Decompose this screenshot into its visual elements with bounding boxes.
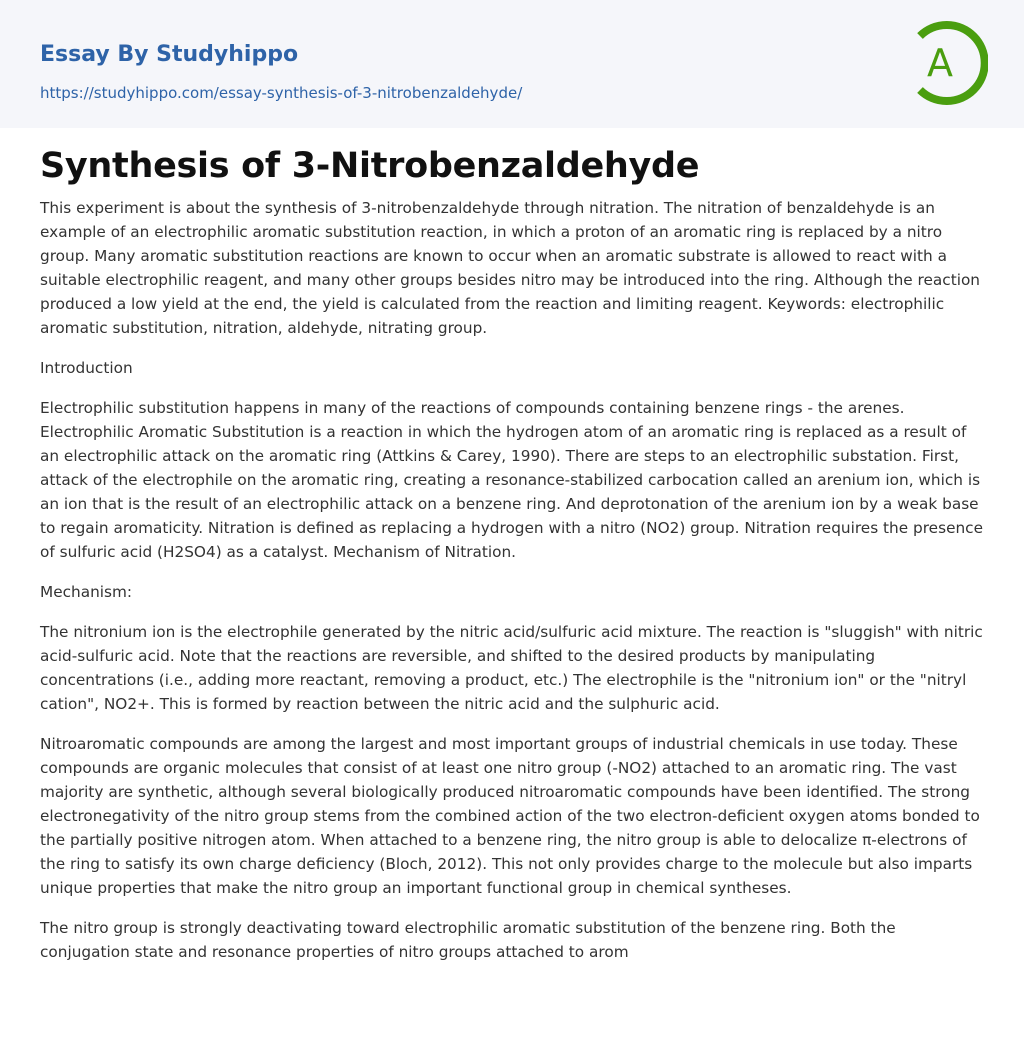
brand-title: Essay By Studyhippo xyxy=(40,42,299,67)
essay-url-link[interactable]: https://studyhippo.com/essay-synthesis-of-3-nitrobenzaldehyde/ xyxy=(40,84,523,102)
logo-letter: A xyxy=(927,41,953,85)
studyhippo-logo-icon[interactable] xyxy=(912,18,988,108)
page-title: Synthesis of 3-Nitrobenzaldehyde xyxy=(40,146,700,186)
abstract-paragraph: This experiment is about the synthesis of 3-nitrobenzaldehyde through nitration. The nitration of benzaldehyde is an example of an electrophilic aromatic substitution reaction, in which a proton of an aromatic ring is replaced by a nitro group. Many aromatic substitution reactions are known to occur when an aromatic substrate is allowed to react with a suitable electrophilic reagent, and many other groups besides nitro may be introduced into the ring. Although the reaction produced a low yield at the end, the yield is calculated from the reaction and limiting reagent. Keywords: electrophilic aromatic substitution, nitration, aldehyde, nitrating group. xyxy=(40,199,980,337)
nitroaromatic-paragraph: Nitroaromatic compounds are among the largest and most important groups of industrial chemicals in use today. These compounds are organic molecules that consist of at least one nitro group (-NO2) attached to an aromatic ring. The vast majority are synthetic, although several biologically produced nitroaromatic compounds have been identified. The strong electronegativity of the nitro group stems from the combined action of the two electron-deficient oxygen atoms bonded to the partially positive nitrogen atom. When attached to a benzene ring, the nitro group is able to delocalize π-electrons of the ring to satisfy its own charge deficiency (Bloch, 2012). This not only provides charge to the molecule but also imparts unique properties that make the nitro group an important functional group in chemical syntheses. xyxy=(40,735,980,897)
mechanism-paragraph: The nitronium ion is the electrophile generated by the nitric acid/sulfuric acid mixture. The reaction is "sluggish" with nitric acid-sulfuric acid. Note that the reactions are reversible, and shifted to the desired products by manipulating concentrations (i.e., adding more reactant, removing a product, etc.) The electrophile is the "nitronium ion" or the "nitryl cation", NO2+. This is formed by reaction between the nitric acid and the sulphuric acid. xyxy=(40,623,983,713)
article-body xyxy=(40,196,988,980)
section-heading-introduction: Introduction xyxy=(40,359,133,377)
nitro-group-paragraph: The nitro group is strongly deactivating toward electrophilic aromatic substitution of the benzene ring. Both the conjugation state and resonance properties of nitro groups attached to arom xyxy=(40,919,896,961)
section-heading-mechanism: Mechanism: xyxy=(40,583,133,601)
introduction-paragraph: Electrophilic substitution happens in many of the reactions of compounds containing benzene rings - the arenes. Electrophilic Aromatic Substitution is a reaction in which the hydrogen atom of an aromatic ring is replaced as a result of an electrophilic attack on the aromatic ring (Attkins & Carey, 1990). There are steps to an electrophilic substation. First, attack of the electrophile on the aromatic ring, creating a resonance-stabilized carbocation called an arenium ion, which is an ion that is the result of an electrophilic attack on a benzene ring. And deprotonation of the arenium ion by a weak base to regain aromaticity. Nitration is defined as replacing a hydrogen with a nitro (NO2) group. Nitration requires the presence of sulfuric acid (H2SO4) as a catalyst. Mechanism of Nitration. xyxy=(40,399,983,561)
